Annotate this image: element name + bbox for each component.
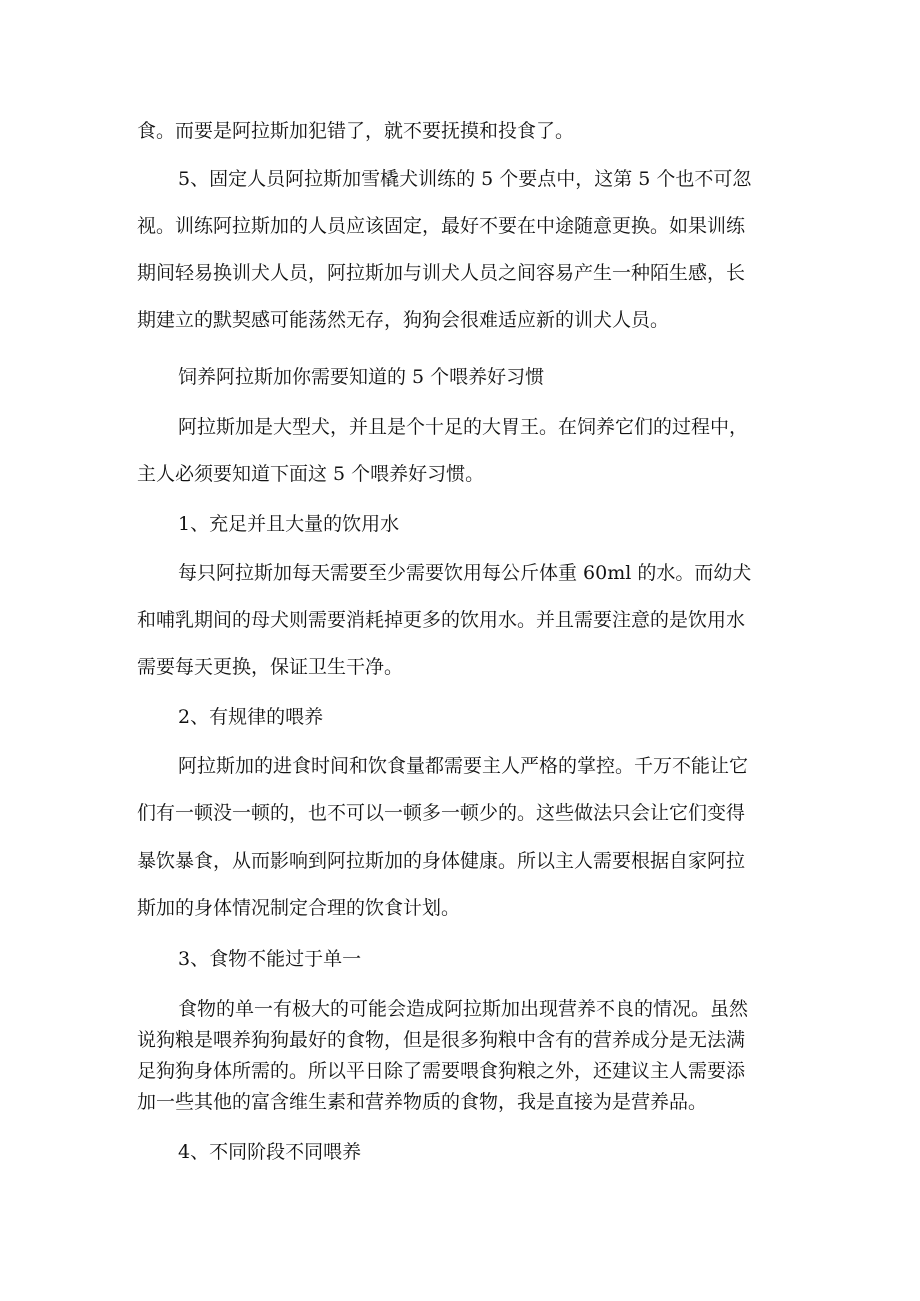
paragraph-continuation: 食。而要是阿拉斯加犯错了，就不要抚摸和投食了。 bbox=[137, 120, 575, 142]
text-line: 视。训练阿拉斯加的人员应该固定，最好不要在中途随意更换。如果训练 bbox=[137, 215, 746, 237]
text-line: 阿拉斯加是大型犬，并且是个十足的大胃王。在饲养它们的过程中， bbox=[178, 416, 749, 438]
item-heading-1: 1、充足并且大量的饮用水 bbox=[178, 513, 400, 535]
text-line: 阿拉斯加的进食时间和饮食量都需要主人严格的掌控。千万不能让它 bbox=[178, 755, 749, 777]
item-heading-2: 2、有规律的喂养 bbox=[178, 706, 324, 728]
text-line: 足狗狗身体所需的。所以平日除了需要喂食狗粮之外，还建议主人需要添 bbox=[137, 1060, 746, 1082]
text-line: 食物的单一有极大的可能会造成阿拉斯加出现营养不良的情况。虽然 bbox=[178, 998, 749, 1020]
item-heading-3: 3、食物不能过于单一 bbox=[178, 948, 362, 970]
text-line: 期建立的默契感可能荡然无存，狗狗会很难适应新的训犬人员。 bbox=[137, 309, 670, 331]
text-line: 5、固定人员阿拉斯加雪橇犬训练的 5 个要点中，这第 5 个也不可忽 bbox=[178, 168, 752, 190]
text-line: 需要每天更换，保证卫生干净。 bbox=[137, 656, 404, 678]
text-line: 期间轻易换训犬人员，阿拉斯加与训犬人员之间容易产生一种陌生感，长 bbox=[137, 262, 746, 284]
text-line: 主人必须要知道下面这 5 个喂养好习惯。 bbox=[137, 463, 485, 485]
text-line: 斯加的身体情况制定合理的饮食计划。 bbox=[137, 897, 461, 919]
text-line: 每只阿拉斯加每天需要至少需要饮用每公斤体重 60ml 的水。而幼犬 bbox=[178, 562, 752, 584]
item-heading-4: 4、不同阶段不同喂养 bbox=[178, 1141, 362, 1163]
section-heading: 饲养阿拉斯加你需要知道的 5 个喂养好习惯 bbox=[178, 366, 545, 388]
text-line: 暴饮暴食，从而影响到阿拉斯加的身体健康。所以主人需要根据自家阿拉 bbox=[137, 850, 746, 872]
text-line: 说狗粮是喂养狗狗最好的食物，但是很多狗粮中含有的营养成分是无法满 bbox=[137, 1029, 746, 1051]
text-line: 和哺乳期间的母犬则需要消耗掉更多的饮用水。并且需要注意的是饮用水 bbox=[137, 609, 746, 631]
text-line: 加一些其他的富含维生素和营养物质的食物，我是直接为是营养品。 bbox=[137, 1091, 708, 1113]
text-line: 们有一顿没一顿的，也不可以一顿多一顿少的。这些做法只会让它们变得 bbox=[137, 802, 746, 824]
